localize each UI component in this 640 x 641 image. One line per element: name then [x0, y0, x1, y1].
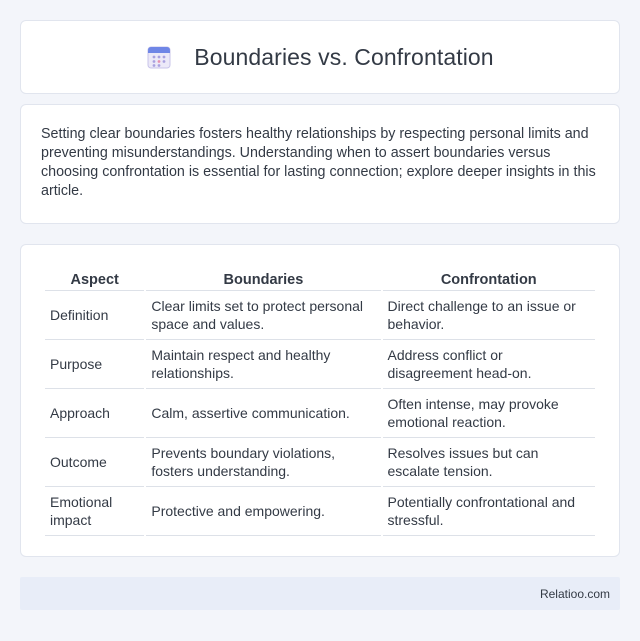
cell-aspect: Emotional impact [45, 487, 144, 536]
column-header-boundaries: Boundaries [146, 265, 380, 291]
cell-boundaries: Prevents boundary violations, fosters understanding. [146, 438, 380, 487]
intro-text: Setting clear boundaries fosters healthy relationships by respecting personal limits and preventing misunderstandings. Understanding when to assert boundaries versus choosing confrontation is essential for lasting connection; explore deeper insights in this article. [41, 126, 596, 199]
intro-card [20, 104, 620, 224]
page-title: Boundaries vs. Confrontation [194, 43, 494, 70]
table-row [45, 389, 595, 438]
cell-aspect: Approach [45, 389, 144, 438]
title-card [20, 20, 620, 94]
calendar-icon [146, 44, 172, 70]
table-row [45, 340, 595, 389]
footer-brand[interactable]: Relatioo.com [539, 587, 610, 601]
cell-aspect: Definition [45, 291, 144, 340]
column-header-aspect: Aspect [45, 265, 144, 291]
cell-confrontation: Potentially confrontational and stressful. [383, 487, 596, 536]
cell-confrontation: Resolves issues but can escalate tension. [383, 438, 596, 487]
cell-boundaries: Maintain respect and healthy relationships. [146, 340, 380, 389]
cell-confrontation: Address conflict or disagreement head-on. [383, 340, 596, 389]
comparison-table [43, 265, 597, 536]
cell-boundaries: Clear limits set to protect personal space and values. [146, 291, 380, 340]
footer [20, 577, 620, 610]
table-row [45, 291, 595, 340]
cell-confrontation: Often intense, may provoke emotional reaction. [383, 389, 596, 438]
cell-aspect: Purpose [45, 340, 144, 389]
cell-boundaries: Protective and empowering. [146, 487, 380, 536]
cell-confrontation: Direct challenge to an issue or behavior. [383, 291, 596, 340]
cell-aspect: Outcome [45, 438, 144, 487]
table-row [45, 487, 595, 536]
table-row [45, 438, 595, 487]
cell-boundaries: Calm, assertive communication. [146, 389, 380, 438]
column-header-confrontation: Confrontation [383, 265, 596, 291]
comparison-table-card [20, 244, 620, 557]
table-header-row [45, 265, 595, 291]
